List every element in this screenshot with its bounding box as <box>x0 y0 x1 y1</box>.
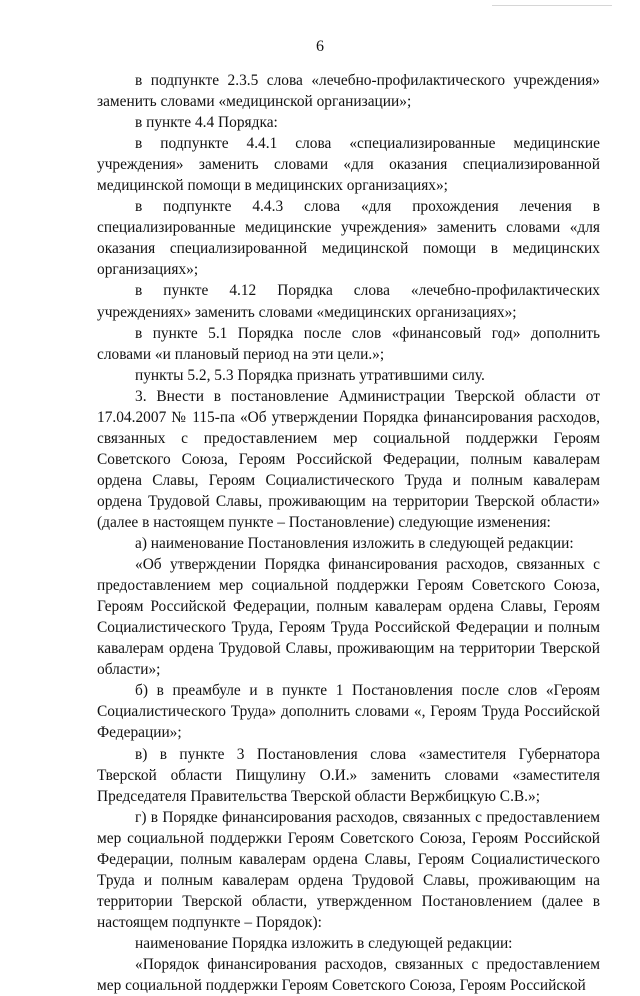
paragraph: в пункте 4.12 Порядка слова «лечебно-профилактических учреждениях» заменить словами «медицинских организациях»; <box>97 282 600 321</box>
page-number: 6 <box>316 38 324 55</box>
paragraph: б) в преамбуле и в пункте 1 Постановления после слов «Героям Социалистического Труда» дополнить словами «, Героям Труда Российской Федерации»; <box>97 682 600 742</box>
paragraph: в подпункте 2.3.5 слова «лечебно-профилактического учреждения» заменить словами «медицинской организации»; <box>97 72 600 111</box>
paragraph: в пункте 5.1 Порядка после слов «финансовый год» дополнить словами «и плановый период на эти цели.»; <box>97 324 600 363</box>
paragraph: «Об утверждении Порядка финансирования расходов, связанных с предоставлением мер социальной поддержки Героям Советского Союза, Героям Российской Федерации, полным кавалерам ордена Славы, Героям Социалистического Труда, Героям Труда Российской Федерации и полным кавалерам ордена Трудовой Славы, проживающим на территории Тверской области»; <box>97 556 600 679</box>
scan-header-mark <box>492 0 612 6</box>
paragraph: 3. Внести в постановление Администрации Тверской области от 17.04.2007 № 115-па «Об утверждении Порядка финансирования расходов, связанных с предоставлением мер социальной поддержки Героям Советского Союза, Героям Российской Федерации, полным кавалерам ордена Славы, Героям Социалистического Труда и полным кавалерам ордена Трудовой Славы, проживающим на территории Тверской области» (далее в настоящем пункте – Постановление) следующие изменения: <box>97 387 600 531</box>
paragraph: в) в пункте 3 Постановления слова «заместителя Губернатора Тверской области Пищулину О.И.» заменить словами «заместителя Председателя Правительства Тверской области Вержбицкую С.В.»; <box>97 745 600 805</box>
paragraph: пункты 5.2, 5.3 Порядка признать утратившими силу. <box>135 366 485 384</box>
paragraph: наименование Порядка изложить в следующей редакции: <box>135 934 513 952</box>
paragraph: «Порядок финансирования расходов, связанных с предоставлением мер социальной поддержки Героям Советского Союза, Героям Российской <box>97 955 600 995</box>
paragraph: в подпункте 4.4.3 слова «для прохождения лечения в специализированные медицинские учреждения» заменить словами «для оказания специализированной медицинской помощи в медицинских организациях»; <box>97 198 600 279</box>
paragraph: а) наименование Постановления изложить в следующей редакции: <box>135 535 574 553</box>
paragraph: в подпункте 4.4.1 слова «специализированные медицинские учреждения» заменить словами «для оказания специализированной медицинской помощи в медицинских организациях»; <box>97 135 600 195</box>
paragraph: в пункте 4.4 Порядка: <box>135 114 278 132</box>
document-body <box>97 70 600 996</box>
paragraph: г) в Порядке финансирования расходов, связанных с предоставлением мер социальной поддержки Героям Советского Союза, Героям Российской Федерации, полным кавалерам ордена Славы, Героям Социалистического Труда и полным кавалерам ордена Трудовой Славы, проживающим на территории Тверской области, утвержденном Постановлением (далее в настоящем подпункте – Порядок): <box>97 808 600 931</box>
